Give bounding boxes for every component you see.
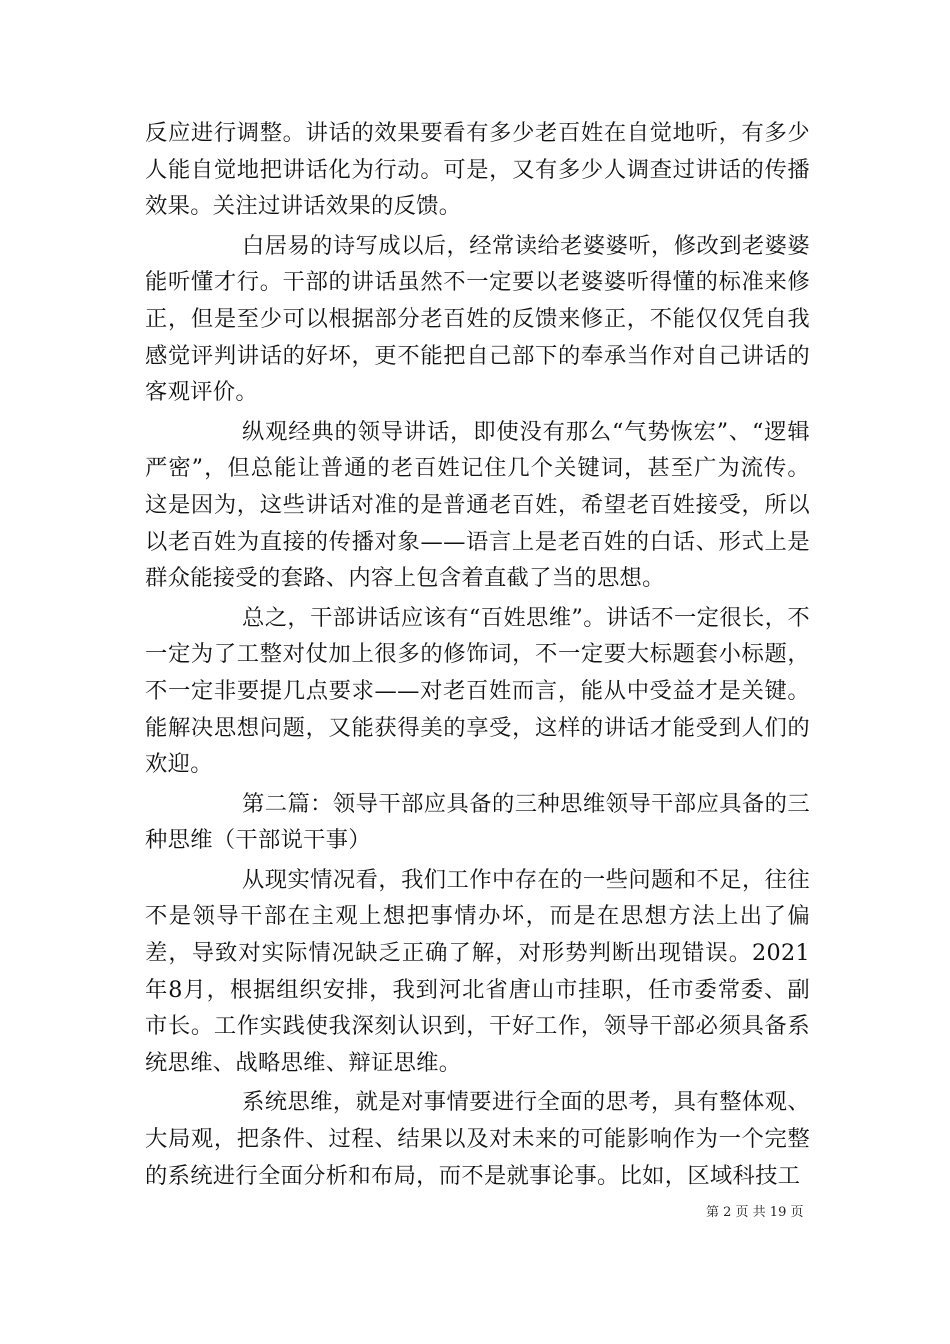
section-heading-part-two: 第二篇：领导干部应具备的三种思维领导干部应具备的三种思维（干部说干事） (145, 790, 810, 854)
paragraph-conclusion: 总之，干部讲话应该有“百姓思维”。讲话不一定很长，不一定为了工整对仗加上很多的修饰词，不一定要大标题套小标题，不一定非要提几点要求——对老百姓而言，能从中受益才是关键。能解决思想问题，又能获得美的享受，这样的讲话才能受到人们的欢迎。 (145, 604, 810, 778)
paragraph-reality: 从现实情况看，我们工作中存在的一些问题和不足，往往不是领导干部在主观上想把事情办坏，而是在思想方法上出了偏差，导致对实际情况缺乏正确了解，对形势判断出现错误。2021年8月，根据组织安排，我到河北省唐山市挂职，任市委常委、副市长。工作实践使我深刻认识到，干好工作，领导干部必须具备系统思维、战略思维、辩证思维。 (145, 866, 810, 1076)
paragraph-bai-juyi: 白居易的诗写成以后，经常读给老婆婆听，修改到老婆婆能听懂才行。干部的讲话虽然不一定要以老婆婆听得懂的标准来修正，但是至少可以根据部分老百姓的反馈来修正，不能仅仅凭自我感觉评判讲话的好坏，更不能把自己部下的奉承当作对自己讲话的客观评价。 (145, 232, 810, 406)
paragraph-continuation: 反应进行调整。讲话的效果要看有多少老百姓在自觉地听，有多少人能自觉地把讲话化为行动。可是，又有多少人调查过讲话的传播效果。关注过讲话效果的反馈。 (145, 120, 810, 220)
document-body (145, 115, 810, 1194)
page-number-footer: 第 2 页 共 19 页 (706, 1205, 804, 1220)
paragraph-classic-speeches: 纵观经典的领导讲话，即使没有那么“气势恢宏”、“逻辑严密”，但总能让普通的老百姓记住几个关键词，甚至广为流传。这是因为，这些讲话对准的是普通老百姓，希望老百姓接受，所以以老百姓为直接的传播对象——语言上是老百姓的白话、形式上是群众能接受的套路、内容上包含着直截了当的思想。 (145, 418, 810, 592)
paragraph-systems-thinking: 系统思维，就是对事情要进行全面的思考，具有整体观、大局观，把条件、过程、结果以及对未来的可能影响作为一个完整的系统进行全面分析和布局，而不是就事论事。比如，区域科技工 (145, 1089, 810, 1189)
